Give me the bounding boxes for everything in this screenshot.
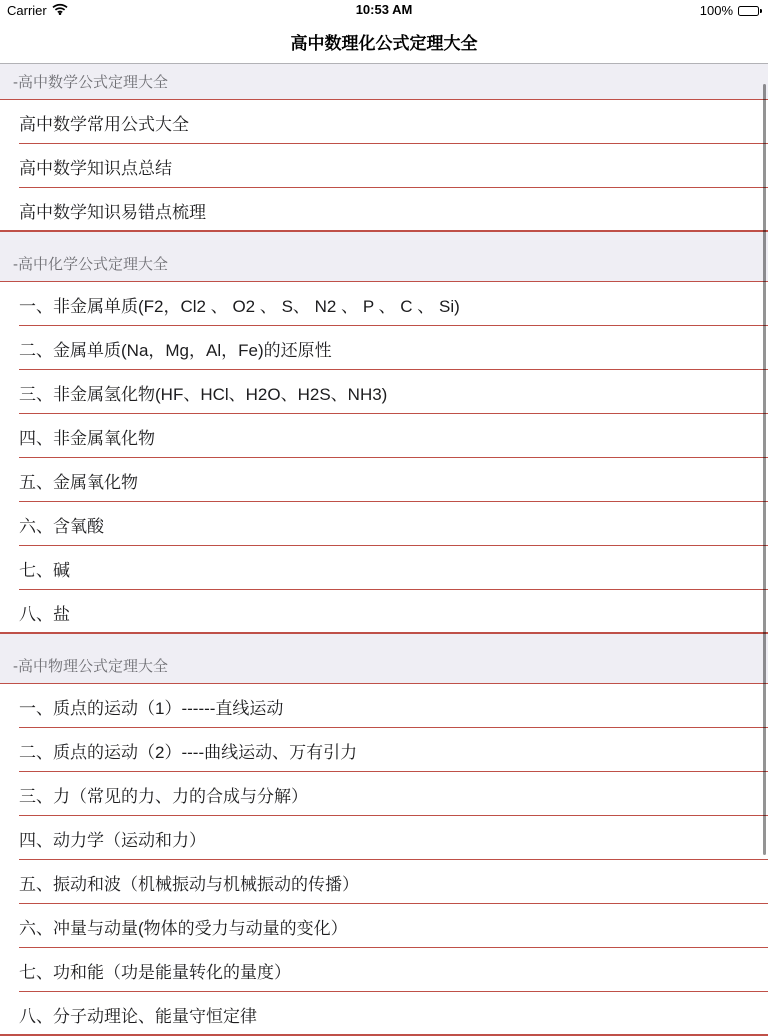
list-item[interactable]: [0, 326, 768, 370]
list-item-label: 七、功和能（功是能量转化的量度）: [19, 962, 291, 982]
list-item[interactable]: [0, 188, 768, 232]
list-item-label: 四、非金属氧化物: [19, 428, 155, 448]
section-rows: [0, 100, 768, 232]
list-item[interactable]: [0, 414, 768, 458]
list-item-label: 一、非金属单质(F2，Cl2 、 O2 、 S、 N2 、 P 、 C 、 Si): [19, 296, 460, 316]
list-item-label: 三、力（常见的力、力的合成与分解）: [19, 786, 308, 806]
status-time: 10:53 AM: [355, 2, 413, 17]
section-rows: [0, 282, 768, 634]
list-item-label: 七、碱: [19, 560, 70, 580]
list-item-label: 六、含氧酸: [19, 516, 104, 536]
list-item-label: 六、冲量与动量(物体的受力与动量的变化）: [19, 918, 348, 938]
battery-percent-label: 100%: [699, 2, 733, 18]
list-item[interactable]: [0, 458, 768, 502]
scrollbar[interactable]: [763, 84, 766, 855]
grouped-table: [0, 64, 768, 1036]
list-item-label: 八、分子动理论、能量守恒定律: [19, 1006, 257, 1026]
page-title: 高中数理化公式定理大全: [290, 34, 478, 53]
table-section: [0, 64, 768, 232]
list-item[interactable]: [0, 728, 768, 772]
list-item[interactable]: [0, 772, 768, 816]
list-item-label: 四、动力学（运动和力）: [19, 830, 206, 850]
nav-bar: [0, 20, 768, 64]
list-item[interactable]: [0, 282, 768, 326]
section-header: [0, 64, 768, 100]
list-item-label: 高中数学常用公式大全: [19, 114, 189, 134]
section-header-label: -高中物理公式定理大全: [13, 658, 168, 675]
list-item[interactable]: [0, 992, 768, 1036]
list-item-label: 五、金属氧化物: [19, 472, 138, 492]
list-item-label: 八、盐: [19, 604, 70, 624]
list-item-label: 高中数学知识点总结: [19, 158, 172, 178]
list-item-label: 三、非金属氢化物(HF、HCl、H2O、H2S、NH3): [19, 384, 388, 404]
list-item-label: 二、质点的运动（2）----曲线运动、万有引力: [19, 742, 358, 762]
table-section: [0, 246, 768, 634]
section-header-label: -高中数学公式定理大全: [13, 74, 168, 91]
section-header: [0, 246, 768, 282]
section-header: [0, 648, 768, 684]
list-item[interactable]: [0, 100, 768, 144]
section-header-label: -高中化学公式定理大全: [13, 256, 168, 273]
battery-icon: [738, 6, 762, 16]
list-item-label: 二、金属单质(Na，Mg，Al，Fe)的还原性: [19, 340, 332, 360]
list-item[interactable]: [0, 144, 768, 188]
list-item-label: 高中数学知识易错点梳理: [19, 202, 206, 222]
list-item-label: 五、振动和波（机械振动与机械振动的传播）: [19, 874, 359, 894]
carrier-label: Carrier: [7, 2, 47, 18]
list-item[interactable]: [0, 816, 768, 860]
list-item[interactable]: [0, 860, 768, 904]
list-item[interactable]: [0, 590, 768, 634]
section-rows: [0, 684, 768, 1036]
list-item[interactable]: [0, 370, 768, 414]
wifi-icon: [52, 3, 68, 18]
list-item[interactable]: [0, 904, 768, 948]
table-section: [0, 648, 768, 1036]
list-item[interactable]: [0, 684, 768, 728]
status-bar: [0, 0, 768, 20]
list-item[interactable]: [0, 546, 768, 590]
list-item[interactable]: [0, 948, 768, 992]
list-item-label: 一、质点的运动（1）------直线运动: [19, 698, 284, 718]
list-item[interactable]: [0, 502, 768, 546]
